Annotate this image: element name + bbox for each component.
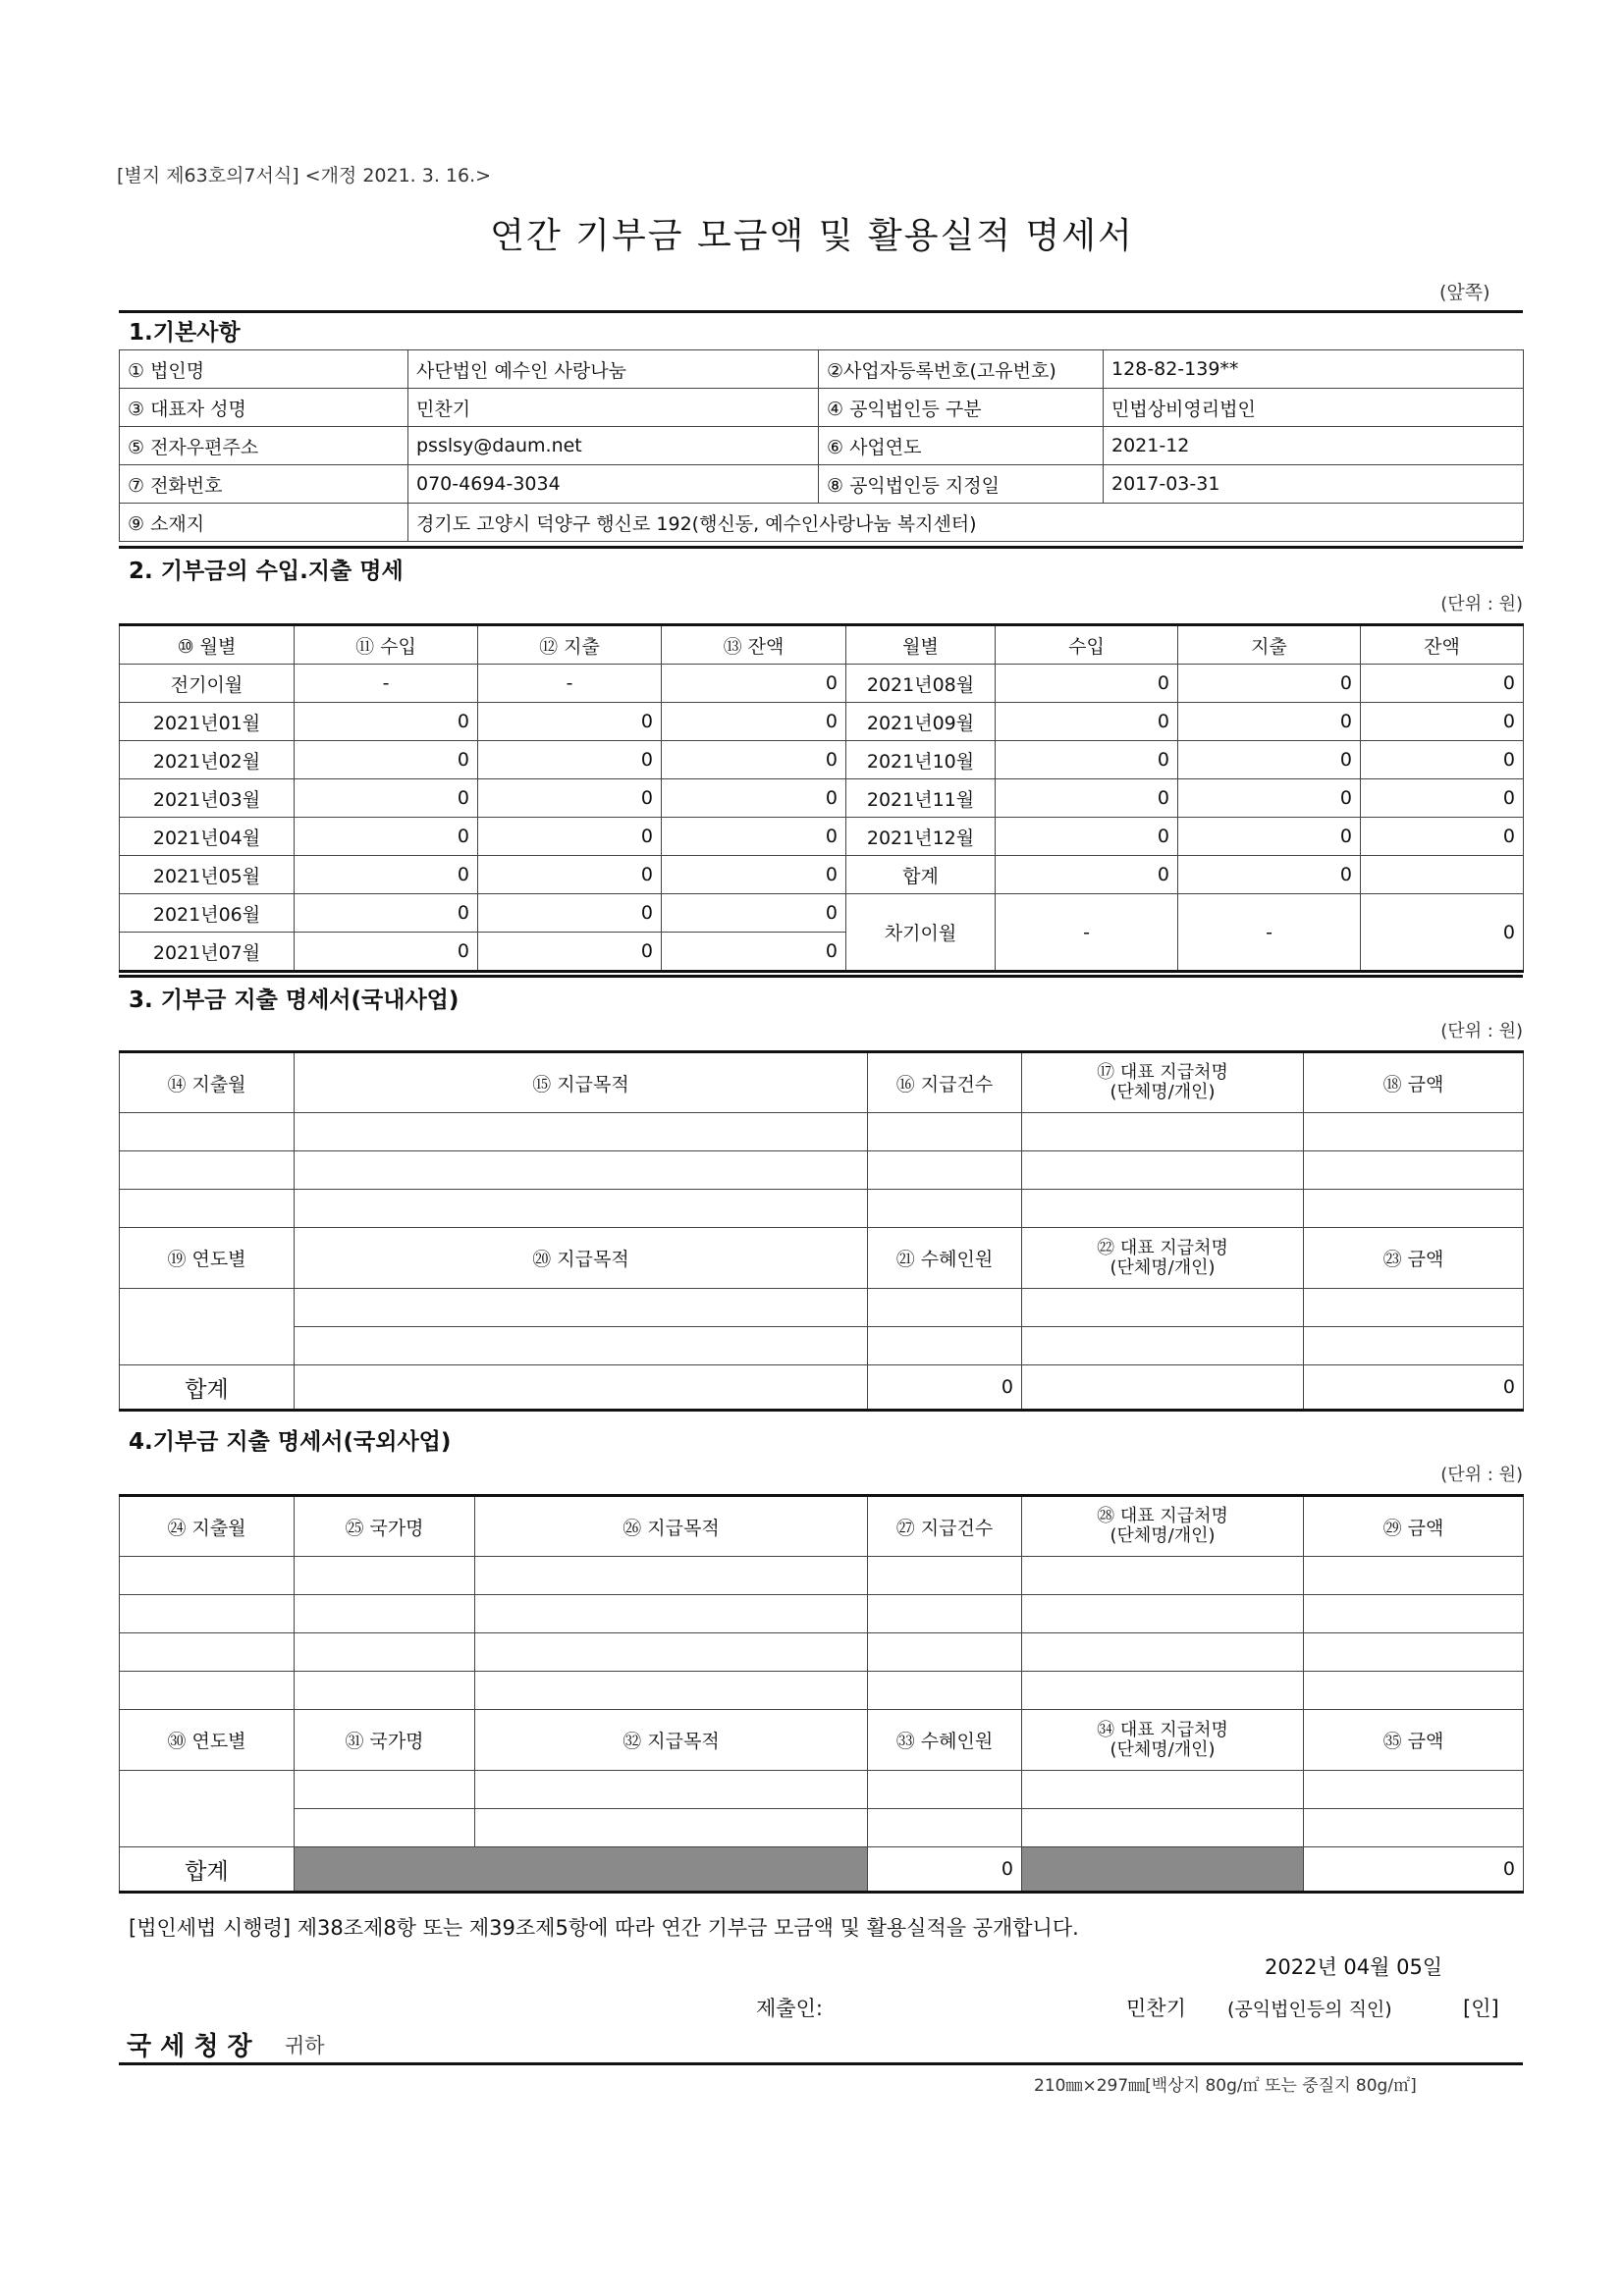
seal-mark: [인] xyxy=(1463,1997,1499,2020)
domestic-h-beneficiaries: ㉑ 수혜인원 xyxy=(868,1228,1022,1289)
footer-rule xyxy=(119,2062,1523,2065)
income-header-2: ⑫ 지출 xyxy=(478,625,662,665)
recipient-suffix: 귀하 xyxy=(285,2034,325,2057)
foreign-table xyxy=(119,1494,1524,1894)
income-value-cell: 0 xyxy=(996,818,1178,856)
foreign-h-count: ㉗ 지급건수 xyxy=(868,1496,1022,1557)
submitter-label: 제출인: xyxy=(756,1997,823,2020)
income-header-6: 지출 xyxy=(1178,625,1361,665)
submitter-role: (공익법인등의 직인) xyxy=(1227,1999,1392,2020)
footer-date: 2022년 04월 05일 xyxy=(1265,1955,1443,1979)
income-value-cell: 0 xyxy=(478,933,662,972)
income-value-cell: 0 xyxy=(1361,818,1524,856)
income-value-cell: 0 xyxy=(662,779,846,818)
footer-statement: [법인세법 시행령] 제38조제8항 또는 제39조제5항에 따라 연간 기부금 모금액 및 활용실적을 공개합니다. xyxy=(129,1916,1079,1940)
income-value-cell: 0 xyxy=(295,703,478,741)
table-row xyxy=(120,427,1524,465)
foreign-h-recipient xyxy=(1022,1496,1304,1557)
income-value-cell: 0 xyxy=(662,703,846,741)
section-2-top-rule xyxy=(119,546,1523,549)
table-row xyxy=(120,703,1524,741)
section-3-unit: (단위 : 원) xyxy=(1440,1021,1523,1041)
income-value-cell: 0 xyxy=(1178,779,1361,818)
basic-value1-0: 사단법인 예수인 사랑나눔 xyxy=(408,350,819,389)
income-value-cell: 0 xyxy=(662,894,846,933)
foreign-total-shaded-2 xyxy=(1022,1847,1304,1893)
income-table xyxy=(119,623,1524,973)
section-3-title: 3. 기부금 지출 명세서(국내사업) xyxy=(129,988,460,1013)
table-row xyxy=(120,1809,1524,1847)
form-number: [별지 제63호의7서식] <개정 2021. 3. 16.> xyxy=(117,165,492,187)
domestic-h-amount-2: ㉓ 금액 xyxy=(1304,1228,1524,1289)
income-month-cell: 2021년04월 xyxy=(120,818,295,856)
foreign-h-amount: ㉙ 금액 xyxy=(1304,1496,1524,1557)
income-month-cell: 2021년11월 xyxy=(846,779,996,818)
recipient: 국 세 청 장 xyxy=(127,2032,252,2061)
table-row xyxy=(120,665,1524,703)
section-2-title: 2. 기부금의 수입.지출 명세 xyxy=(129,559,404,584)
income-month-cell: 2021년01월 xyxy=(120,703,295,741)
basic-label1-3: ⑦ 전화번호 xyxy=(120,465,408,504)
domestic-h-purpose-2: ⑳ 지급목적 xyxy=(295,1228,868,1289)
foreign-h-recipient-2-line1: ㉞ 대표 지급처명 xyxy=(1097,1719,1228,1740)
income-value-cell xyxy=(1361,856,1524,894)
foreign-h-recipient-2 xyxy=(1022,1710,1304,1771)
domestic-h-month: ⑭ 지출월 xyxy=(120,1052,295,1113)
table-row xyxy=(120,1771,1524,1809)
table-row xyxy=(120,1557,1524,1595)
foreign-h-recipient-line1: ㉘ 대표 지급처명 xyxy=(1097,1506,1228,1526)
income-month-cell: 2021년08월 xyxy=(846,665,996,703)
table-row xyxy=(120,1595,1524,1633)
basic-label2-0: ②사업자등록번호(고유번호) xyxy=(819,350,1104,389)
income-carry-expense: - xyxy=(1178,894,1361,972)
domestic-h-purpose: ⑮ 지급목적 xyxy=(295,1052,868,1113)
table-row xyxy=(120,465,1524,504)
income-value-cell: - xyxy=(295,665,478,703)
basic-value1-2: psslsy@daum.net xyxy=(408,427,819,465)
table-row xyxy=(120,1672,1524,1710)
income-value-cell: 0 xyxy=(295,779,478,818)
foreign-h-purpose: ㉖ 지급목적 xyxy=(475,1496,868,1557)
foreign-total-label: 합계 xyxy=(120,1847,295,1893)
foreign-h-year: ㉚ 연도별 xyxy=(120,1710,295,1771)
income-value-cell: 0 xyxy=(1361,779,1524,818)
income-value-cell: 0 xyxy=(1178,703,1361,741)
income-value-cell: 0 xyxy=(662,818,846,856)
table-row xyxy=(120,1190,1524,1228)
income-value-cell: 0 xyxy=(478,818,662,856)
foreign-total-amount: 0 xyxy=(1304,1847,1524,1893)
domestic-h-year: ⑲ 연도별 xyxy=(120,1228,295,1289)
income-header-0: ⑩ 월별 xyxy=(120,625,295,665)
income-value-cell: 0 xyxy=(662,665,846,703)
income-header-4: 월별 xyxy=(846,625,996,665)
foreign-total-count: 0 xyxy=(868,1847,1022,1893)
section-1-title: 1.기본사항 xyxy=(129,320,241,346)
section-1-top-rule xyxy=(119,310,1523,313)
income-value-cell: 0 xyxy=(996,703,1178,741)
foreign-h-amount-2: ㉟ 금액 xyxy=(1304,1710,1524,1771)
income-header-3: ⑬ 잔액 xyxy=(662,625,846,665)
table-row xyxy=(120,856,1524,894)
domestic-h-recipient-line2: (단체명/개인) xyxy=(1110,1082,1216,1102)
income-value-cell: - xyxy=(478,665,662,703)
income-value-cell: 0 xyxy=(478,894,662,933)
domestic-total-amount: 0 xyxy=(1304,1365,1524,1411)
table-row xyxy=(120,1327,1524,1365)
income-month-cell: 합계 xyxy=(846,856,996,894)
basic-label1-2: ⑤ 전자우편주소 xyxy=(120,427,408,465)
foreign-h-recipient-line2: (단체명/개인) xyxy=(1110,1525,1216,1546)
table-row xyxy=(120,350,1524,389)
income-month-cell: 전기이월 xyxy=(120,665,295,703)
income-value-cell: 0 xyxy=(996,741,1178,779)
income-header-5: 수입 xyxy=(996,625,1178,665)
domestic-h-recipient xyxy=(1022,1052,1304,1113)
foreign-h-recipient-2-line2: (단체명/개인) xyxy=(1110,1738,1216,1760)
income-value-cell: 0 xyxy=(478,779,662,818)
income-value-cell: 0 xyxy=(996,856,1178,894)
page-title: 연간 기부금 모금액 및 활용실적 명세서 xyxy=(490,216,1134,256)
domestic-h-recipient-line1: ⑰ 대표 지급처명 xyxy=(1097,1062,1228,1083)
income-value-cell: 0 xyxy=(1178,818,1361,856)
table-row xyxy=(120,741,1524,779)
income-header-1: ⑪ 수입 xyxy=(295,625,478,665)
foreign-h-month: ㉔ 지출월 xyxy=(120,1496,295,1557)
basic-info-table xyxy=(119,349,1524,542)
table-row xyxy=(120,894,1524,933)
income-month-cell: 2021년09월 xyxy=(846,703,996,741)
income-month-cell: 2021년05월 xyxy=(120,856,295,894)
income-value-cell: 0 xyxy=(478,741,662,779)
page-side-label: (앞쪽) xyxy=(1439,282,1490,303)
basic-label1-0: ① 법인명 xyxy=(120,350,408,389)
basic-value1-1: 민찬기 xyxy=(408,389,819,427)
domestic-h-recipient-2-line2: (단체명/개인) xyxy=(1110,1256,1216,1278)
income-value-cell: 0 xyxy=(662,741,846,779)
table-row xyxy=(120,818,1524,856)
foreign-h-beneficiaries: ㉝ 수혜인원 xyxy=(868,1710,1022,1771)
domestic-h-recipient-2-line1: ㉒ 대표 지급처명 xyxy=(1097,1237,1228,1258)
basic-label2-3: ⑧ 공익법인등 지정일 xyxy=(819,465,1104,504)
income-value-cell: 0 xyxy=(662,856,846,894)
income-value-cell: 0 xyxy=(662,933,846,972)
income-value-cell: 0 xyxy=(295,894,478,933)
basic-value1-3: 070-4694-3034 xyxy=(408,465,819,504)
section-4-unit: (단위 : 원) xyxy=(1440,1465,1523,1485)
basic-label2-1: ④ 공익법인등 구분 xyxy=(819,389,1104,427)
domestic-h-amount: ⑱ 금액 xyxy=(1304,1052,1524,1113)
submitter-name: 민찬기 xyxy=(1126,1997,1186,2020)
income-value-cell: 0 xyxy=(1178,856,1361,894)
address-label: ⑨ 소재지 xyxy=(120,504,408,542)
domestic-h-recipient-2 xyxy=(1022,1228,1304,1289)
domestic-table xyxy=(119,1050,1524,1412)
income-value-cell: 0 xyxy=(295,741,478,779)
income-month-cell: 2021년12월 xyxy=(846,818,996,856)
income-value-cell: 0 xyxy=(1361,703,1524,741)
income-value-cell: 0 xyxy=(295,818,478,856)
paper-spec: 210㎜×297㎜[백상지 80g/㎡ 또는 중질지 80g/㎡] xyxy=(1034,2076,1417,2096)
income-value-cell: 0 xyxy=(1361,741,1524,779)
foreign-h-country: ㉕ 국가명 xyxy=(295,1496,475,1557)
income-value-cell: 0 xyxy=(996,665,1178,703)
income-value-cell: 0 xyxy=(295,856,478,894)
address-value: 경기도 고양시 덕양구 행신로 192(행신동, 예수인사랑나눔 복지센터) xyxy=(408,504,1524,542)
basic-value2-0: 128-82-139** xyxy=(1104,350,1524,389)
income-month-cell: 2021년03월 xyxy=(120,779,295,818)
table-row xyxy=(120,1113,1524,1151)
table-row xyxy=(120,389,1524,427)
income-header-7: 잔액 xyxy=(1361,625,1524,665)
income-value-cell: 0 xyxy=(1178,665,1361,703)
basic-label2-2: ⑥ 사업연도 xyxy=(819,427,1104,465)
income-value-cell: 0 xyxy=(478,703,662,741)
domestic-total-count: 0 xyxy=(868,1365,1022,1411)
income-month-cell: 2021년10월 xyxy=(846,741,996,779)
basic-value2-2: 2021-12 xyxy=(1104,427,1524,465)
table-row xyxy=(120,779,1524,818)
foreign-total-shaded xyxy=(295,1847,868,1893)
foreign-h-purpose-2: ㉜ 지급목적 xyxy=(475,1710,868,1771)
domestic-h-count: ⑯ 지급건수 xyxy=(868,1052,1022,1113)
section-4-title: 4.기부금 지출 명세서(국외사업) xyxy=(129,1429,452,1455)
section-3-top-rule xyxy=(119,975,1523,978)
basic-value2-1: 민법상비영리법인 xyxy=(1104,389,1524,427)
income-value-cell: 0 xyxy=(996,779,1178,818)
income-month-cell: 2021년02월 xyxy=(120,741,295,779)
basic-value2-3: 2017-03-31 xyxy=(1104,465,1524,504)
income-value-cell: 0 xyxy=(478,856,662,894)
table-row xyxy=(120,1151,1524,1190)
income-value-cell: 0 xyxy=(1178,741,1361,779)
income-month-cell: 2021년06월 xyxy=(120,894,295,933)
table-row xyxy=(120,1289,1524,1327)
domestic-total-label: 합계 xyxy=(120,1365,295,1411)
basic-label1-1: ③ 대표자 성명 xyxy=(120,389,408,427)
income-carry-balance: 0 xyxy=(1361,894,1524,972)
income-value-cell: 0 xyxy=(1361,665,1524,703)
table-row xyxy=(120,1633,1524,1672)
income-value-cell: 0 xyxy=(295,933,478,972)
income-carry-income: - xyxy=(996,894,1178,972)
section-2-unit: (단위 : 원) xyxy=(1440,594,1523,614)
income-carry-label: 차기이월 xyxy=(846,894,996,972)
foreign-h-country-2: ㉛ 국가명 xyxy=(295,1710,475,1771)
income-month-cell: 2021년07월 xyxy=(120,933,295,972)
